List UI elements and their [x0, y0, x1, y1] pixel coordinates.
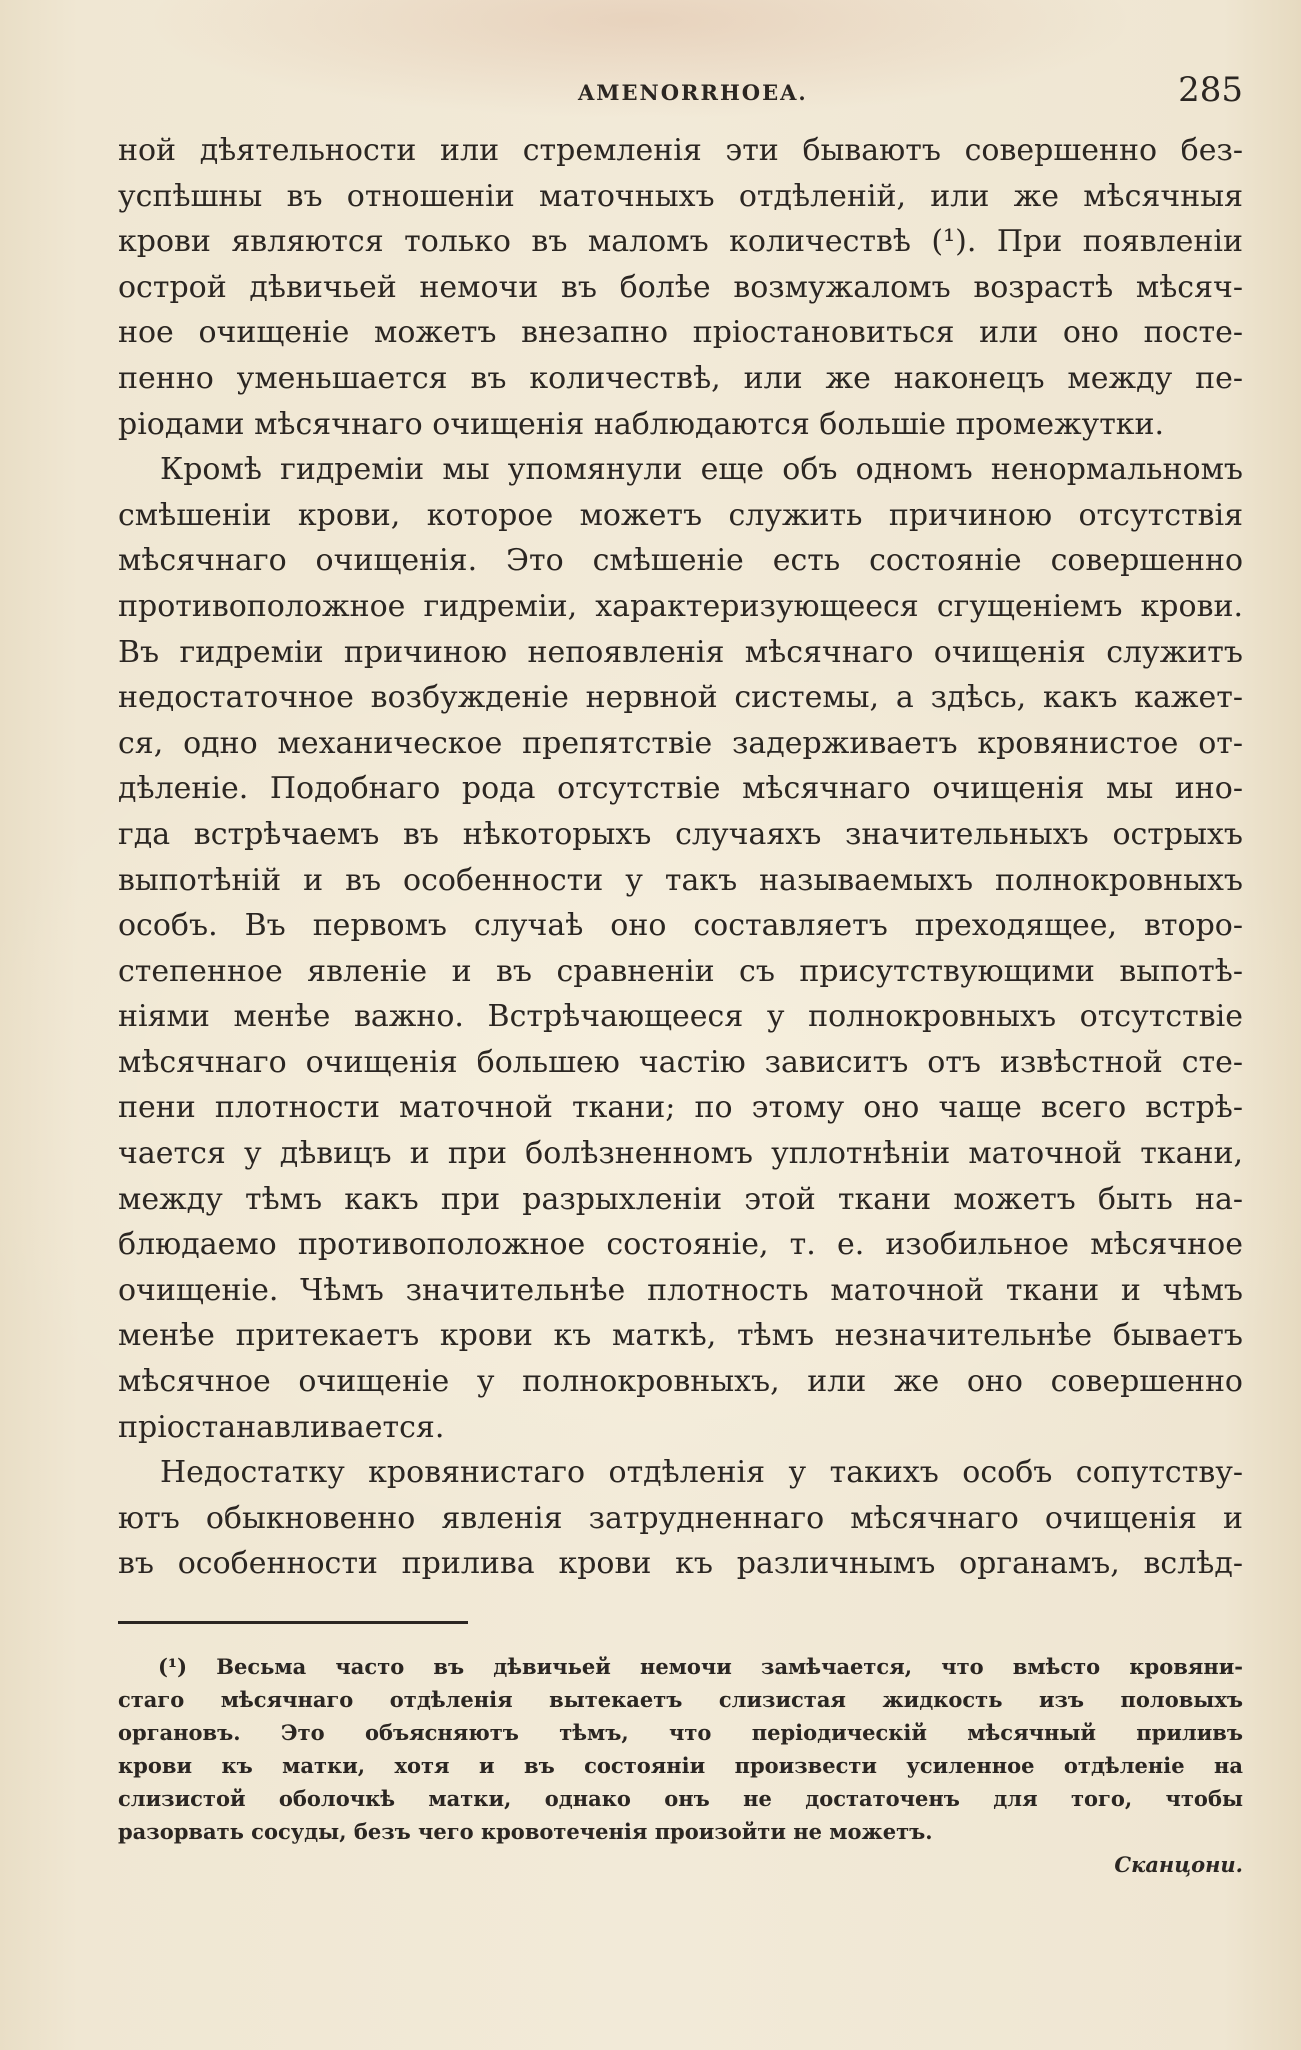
text-line: Недостатку кровянистаго отдѣленія у такихъ особъ сопутству- [160, 1455, 1243, 1491]
text-line: степенное явленіе и въ сравненіи съ присутствующими выпотѣ- [118, 953, 1243, 989]
text-line: пени плотности маточной ткани; по этому оно чаще всего встрѣ- [118, 1090, 1243, 1126]
text-line: Въ гидреміи причиною непоявленія мѣсячнаго очищенія служитъ [118, 634, 1243, 670]
text-line: ной дѣятельности или стремленія эти бываютъ совершенно без- [118, 133, 1243, 168]
text-line: противоположное гидреміи, характеризующееся сгущеніемъ крови. [118, 588, 1243, 624]
text-line: въ особенности прилива крови къ различнымъ органамъ, вслѣд- [118, 1546, 1243, 1582]
text-line: смѣшеніи крови, которое можетъ служить причиною отсутствія [118, 497, 1243, 533]
footnote [118, 1650, 1243, 1881]
text-line: очищеніе. Чѣмъ значительнѣе плотность маточной ткани и чѣмъ [118, 1272, 1243, 1308]
text-line: ся, одно механическое препятствіе задерживаетъ кровянистое от- [118, 725, 1243, 761]
text-line: пенно уменьшается въ количествѣ, или же наконецъ между пе- [118, 360, 1243, 396]
footnote-line: органовъ. Это объясняютъ тѣмъ, что періодическій мѣсячный приливъ [118, 1720, 1243, 1745]
text-line: ютъ обыкновенно явленія затрудненнаго мѣсячнаго очищенія и [118, 1500, 1243, 1536]
text-line: гда встрѣчаемъ въ нѣкоторыхъ случаяхъ значительныхъ острыхъ [118, 816, 1243, 852]
footnote-line: слизистой оболочкѣ матки, однако онъ не достаточенъ для того, чтобы [118, 1786, 1243, 1811]
paragraph-3 [118, 1450, 1243, 1587]
text-line: мѣсячное очищеніе у полнокровныхъ, или же оно совершенно [118, 1364, 1243, 1400]
paragraph-1 [118, 128, 1243, 447]
text-line: чается у дѣвицъ и при болѣзненномъ уплотнѣніи маточной ткани, [118, 1136, 1243, 1172]
text-line: пріостанавливается. [118, 1409, 445, 1445]
text-line: выпотѣній и въ особенности у такъ называемыхъ полнокровныхъ [118, 862, 1243, 898]
footnote-line: крови къ матки, хотя и въ состояніи произвести усиленное отдѣленіе на [118, 1753, 1243, 1778]
text-line: ріодами мѣсячнаго очищенія наблюдаются большіе промежутки. [118, 406, 1165, 442]
footnote-line: разорвать сосуды, безъ чего кровотеченія произойти не можетъ. [118, 1819, 933, 1844]
footnote-author: Сканцони. [1114, 1852, 1243, 1877]
running-head [118, 70, 1243, 110]
text-line: недостаточное возбужденіе нервной системы, а здѣсь, какъ кажет- [118, 680, 1243, 716]
text-line: блюдаемо противоположное состояніе, т. е. изобильное мѣсячное [118, 1227, 1243, 1263]
text-line: крови являются только въ маломъ количествѣ (¹). При появленіи [118, 224, 1243, 260]
paragraph-2 [118, 447, 1243, 1450]
running-title: AMENORRHOEA. [578, 80, 808, 105]
text-line: острой дѣвичьей немочи въ болѣе возмужаломъ возрастѣ мѣсяч- [118, 269, 1243, 305]
text-line: особъ. Въ первомъ случаѣ оно составляетъ преходящее, второ- [118, 908, 1243, 944]
text-line: менѣе притекаетъ крови къ маткѣ, тѣмъ незначительнѣе бываетъ [118, 1318, 1243, 1354]
text-line: дѣленіе. Подобнаго рода отсутствіе мѣсячнаго очищенія мы ино- [118, 771, 1243, 807]
page-number: 285 [1178, 70, 1243, 110]
text-line: успѣшны въ отношеніи маточныхъ отдѣленій, или же мѣсячныя [118, 178, 1243, 214]
footnote-line: (¹) Весьма часто въ дѣвичьей немочи замѣчается, что вмѣсто кровяни- [158, 1654, 1243, 1679]
text-line: ніями менѣе важно. Встрѣчающееся у полнокровныхъ отсутствіе [118, 999, 1243, 1035]
text-line: ное очищеніе можетъ внезапно пріостановиться или оно посте- [118, 315, 1243, 351]
footnote-line: стаго мѣсячнаго отдѣленія вытекаетъ слизистая жидкость изъ половыхъ [118, 1687, 1243, 1712]
text-line: между тѣмъ какъ при разрыхленіи этой ткани можетъ быть на- [118, 1181, 1243, 1217]
text-line: мѣсячнаго очищенія. Это смѣшеніе есть состояніе совершенно [118, 543, 1243, 579]
footnote-rule [118, 1621, 468, 1624]
text-line: Кромѣ гидреміи мы упомянули еще объ одномъ ненормальномъ [160, 452, 1243, 488]
text-line: мѣсячнаго очищенія большею частію зависитъ отъ извѣстной сте- [118, 1044, 1243, 1080]
body-text [118, 128, 1243, 1587]
